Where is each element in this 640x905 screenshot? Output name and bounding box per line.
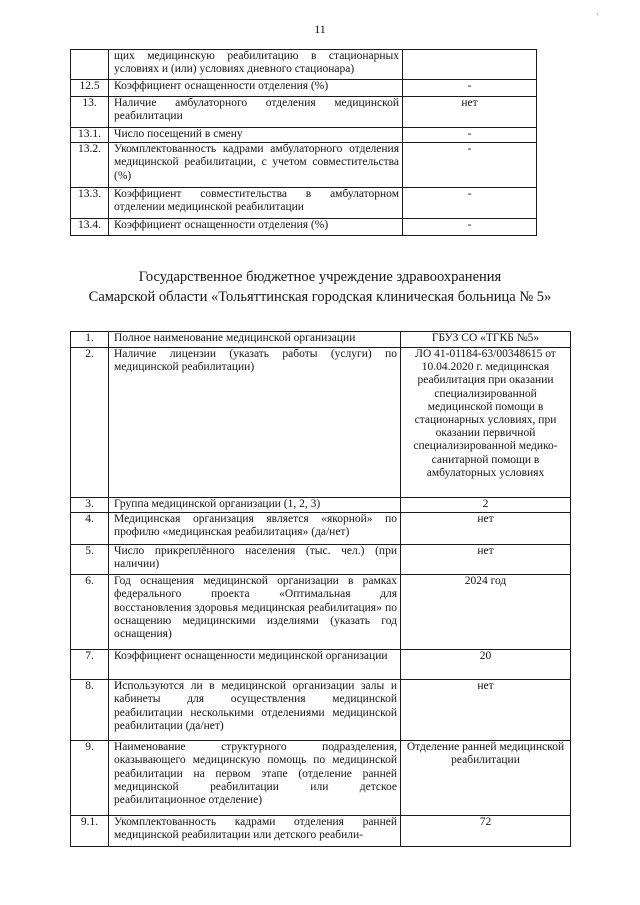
row-number: 12.5 bbox=[71, 80, 109, 97]
row-number bbox=[71, 50, 109, 80]
table-row bbox=[71, 498, 571, 513]
row-number: 13.2. bbox=[71, 143, 109, 188]
row-number: 6. bbox=[71, 575, 109, 650]
row-number: 13.1. bbox=[71, 128, 109, 143]
row-number: 4. bbox=[71, 513, 109, 545]
row-description: щих медицинскую реабилитацию в стационарных условиях и (или) условиях дневного стационара) bbox=[109, 50, 403, 80]
organization-heading: Государственное бюджетное учреждение здравоохранения bbox=[138, 269, 502, 285]
row-value: ГБУЗ СО «ТГКБ №5» bbox=[401, 332, 571, 348]
indicators-table-continued bbox=[70, 49, 537, 236]
row-value: - bbox=[403, 143, 537, 188]
row-value: Отделение ранней медицинской реабилитации bbox=[401, 741, 571, 816]
row-description: Год оснащения медицинской организации в рамках федерального проекта «Оптимальная для восстановления здоровья медицинская реабилитация» по оснащению медицинскими изделиями (указать год оснащения) bbox=[109, 575, 401, 650]
table-row bbox=[71, 128, 537, 143]
table-row bbox=[71, 332, 571, 348]
row-value: нет bbox=[403, 97, 537, 128]
row-description: Наличие амбулаторного отделения медицинской реабилитации bbox=[109, 97, 403, 128]
table-row bbox=[71, 741, 571, 816]
table-row bbox=[71, 513, 571, 545]
row-value: 2 bbox=[401, 498, 571, 513]
row-description: Укомплектованность кадрами амбулаторного отделения медицинской реабилитации, с учетом совместительства (%) bbox=[109, 143, 403, 188]
row-value: 20 bbox=[401, 650, 571, 680]
row-description: Наличие лицензии (указать работы (услуги) по медицинской реабилитации) bbox=[109, 348, 401, 498]
row-description: Коэффициент оснащенности отделения (%) bbox=[109, 219, 403, 236]
row-description: Полное наименование медицинской организации bbox=[109, 332, 401, 348]
row-value: - bbox=[403, 128, 537, 143]
row-number: 13.4. bbox=[71, 219, 109, 236]
table-row bbox=[71, 545, 571, 575]
row-value: нет bbox=[401, 680, 571, 741]
row-number: 9. bbox=[71, 741, 109, 816]
row-description: Коэффициент оснащенности отделения (%) bbox=[109, 80, 403, 97]
row-number: 3. bbox=[71, 498, 109, 513]
row-description: Число посещений в смену bbox=[109, 128, 403, 143]
row-value: 72 bbox=[401, 816, 571, 847]
row-description: Коэффициент совместительства в амбулаторном отделении медицинской реабилитации bbox=[109, 188, 403, 219]
row-value: - bbox=[403, 188, 537, 219]
row-number: 8. bbox=[71, 680, 109, 741]
row-value: ЛО 41-01184-63/00348615 от 10.04.2020 г. медицинская реабилитация при оказании специализированной медицинской помощи в стационарных условиях, при оказании первичной специализированной медико-санитарной помощи в амбулаторных условиях bbox=[401, 348, 571, 498]
row-number: 13. bbox=[71, 97, 109, 128]
scan-mark: ` bbox=[596, 12, 599, 22]
row-value: - bbox=[403, 80, 537, 97]
table-row bbox=[71, 50, 537, 80]
row-description: Медицинская организация является «якорной» по профилю «медицинская реабилитация» (да/нет) bbox=[109, 513, 401, 545]
row-value: нет bbox=[401, 513, 571, 545]
table-row bbox=[71, 680, 571, 741]
row-number: 7. bbox=[71, 650, 109, 680]
page-number: 11 bbox=[314, 22, 326, 36]
table-row bbox=[71, 816, 571, 847]
row-number: 2. bbox=[71, 348, 109, 498]
table-row bbox=[71, 188, 537, 219]
table-row bbox=[71, 575, 571, 650]
row-value: нет bbox=[401, 545, 571, 575]
table-row bbox=[71, 143, 537, 188]
row-description: Коэффициент оснащенности медицинской организации bbox=[109, 650, 401, 680]
table-row bbox=[71, 97, 537, 128]
row-description: Группа медицинской организации (1, 2, 3) bbox=[109, 498, 401, 513]
row-value bbox=[403, 50, 537, 80]
row-description: Укомплектованность кадрами отделения ранней медицинской реабилитации или детского реабили- bbox=[109, 816, 401, 847]
row-value: 2024 год bbox=[401, 575, 571, 650]
organization-name: Самарской области «Тольяттинская городская клиническая больница № 5» bbox=[88, 289, 552, 305]
table-row bbox=[71, 80, 537, 97]
table-row bbox=[71, 219, 537, 236]
row-number: 13.3. bbox=[71, 188, 109, 219]
row-number: 1. bbox=[71, 332, 109, 348]
row-description: Наименование структурного подразделения, оказывающего медицинскую помощь по медицинской реабилитации на первом этапе (отделение ранней медицинской реабилитации или детское реабилитационное отделение) bbox=[109, 741, 401, 816]
row-description: Используются ли в медицинской организации залы и кабинеты для осуществления медицинской реабилитации несколькими отделениями медицинской реабилитации (да/нет) bbox=[109, 680, 401, 741]
row-number: 9.1. bbox=[71, 816, 109, 847]
row-number: 5. bbox=[71, 545, 109, 575]
row-value: - bbox=[403, 219, 537, 236]
table-row bbox=[71, 348, 571, 498]
row-description: Число прикреплённого населения (тыс. чел.) (при наличии) bbox=[109, 545, 401, 575]
organization-table bbox=[70, 331, 571, 847]
table-row bbox=[71, 650, 571, 680]
